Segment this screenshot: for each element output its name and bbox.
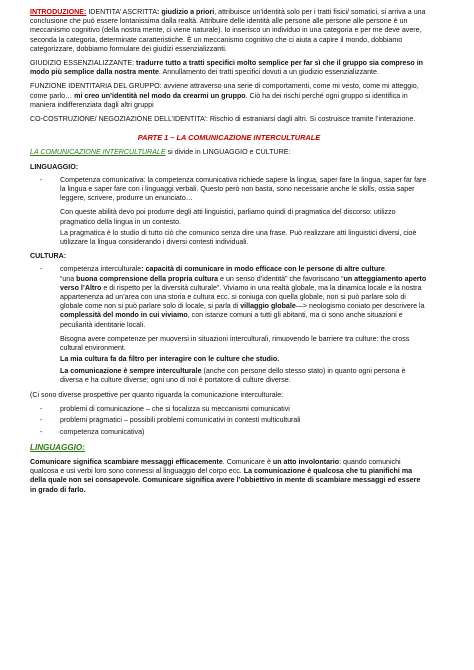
cultura-text-8: e di rispetto per la diversità culturale”. Viviamo in una realtà globale, ma la dinamica locale e la nostra appartenenza ad un’area con una storia e cultura ecc. si coniuga con quella globale, non si può parlare solo di globale come non si può parlare solo di locale, si parla di	[60, 283, 422, 311]
cultura-text-9: villaggio globale	[240, 302, 296, 311]
part-title: PARTE 1 – LA COMUNICAZIONE INTERCULTURALE	[137, 133, 321, 143]
linguaggio-list	[30, 176, 428, 204]
cultura-text-5: buona comprensione della propria cultura	[76, 274, 219, 283]
linguaggio-cont-1: Con queste abilità devo poi produrre degli atti linguistici, parliamo quindi di pragmatica del discorso: utilizzo pragmatico della lingua in un contesto.	[60, 208, 396, 226]
prospettive-list	[30, 405, 428, 437]
cultura-cont-2: La mia cultura fa da filtro per interagire con le culture che studio.	[60, 355, 280, 364]
linguaggio2-text-5: .	[239, 467, 244, 476]
cultura-label: CULTURA:	[30, 252, 67, 261]
divide-paragraph	[30, 148, 428, 157]
cultura-text-10: —> neologismo coniato per descrivere la	[295, 302, 425, 311]
cultura-cont-3	[30, 367, 428, 385]
cultura-text-7: un atteggiamento aperto verso l’Altro	[60, 274, 427, 292]
funzione-text-3: . Ciò ha dei rischi perché ogni gruppo si identifica in maniera indifferenziata dagli altri gruppi	[30, 91, 408, 109]
intro-text-3: , attribuisce un’identità solo per i tratti fisici/ somatici, si arriva a una conclusione che può essere lontanissima dalla realtà. Attribuire delle identità alle persone alle persone alle persone è un meccanismo cognitivo (della nostra mente, ci viene naturale). Io inserisco un individuo in una categoria e per me deve avere, seconda la categoria, determinate caratteristiche.	[30, 8, 426, 44]
list-item: - competenza comunicativa)	[30, 428, 428, 437]
list-item: - problemi di comunicazione – che si focalizza su meccanismi comunicativi	[30, 405, 428, 414]
cultura-text-2: : capacità di comunicare in modo efficace con le persone di altre culture	[141, 265, 385, 274]
intro-text-4: È un meccanismo cognitivo che ci aiuta a capire il mondo, dobbiamo categorizzare, dobbiamo formulare dei giudizi essenzializzanti.	[30, 35, 403, 53]
intro-heading: INTRODUZIONE:	[30, 8, 87, 16]
cultura-text-12: , con istanze comuni a tutti gli abitanti, ma ci sono anche situazioni e peculiarità identitarie locali.	[60, 311, 403, 329]
funzione-paragraph	[30, 82, 428, 110]
intro-text-1: IDENTITA’ ASCRITTA	[86, 8, 158, 16]
cultura-list	[30, 265, 428, 329]
giudizio-paragraph	[30, 59, 428, 77]
costruzione-text: CO-COSTRUZIONE/ NEGOZIAZIONE DELL’IDENTITA’: Rischio di estraniarsi dagli altri. Si costruisce tramite l’interazione.	[30, 115, 416, 124]
intro-text-2: : giudizio a priori	[157, 8, 215, 16]
linguaggio2-text-3: un atto involontario	[272, 457, 340, 466]
funzione-text-1: FUNZIONE IDENTITARIA DEL GRUPPO: avviene attraverso una serie di comportamenti, come mi vesto, come mi atteggio, come parlo…	[30, 82, 419, 100]
giudizio-text-1: GIUDIZIO ESSENZIALIZZANTE:	[30, 59, 137, 68]
list-item: - Competenza comunicativa: la competenza comunicativa richiede sapere la lingua, saper fare la lingua, saper far fare la lingua e saper fare con i linguaggi verbali. Questo però non basta, sono necessarie anche le skills, ossia saper leggere, scrivere, produrre un enunciato…	[30, 176, 428, 204]
giudizio-text-2: tradurre tutto a tratti specifici molto semplice per far sì che il gruppo sia compreso in modo più semplice dalla nostra mente	[30, 59, 423, 77]
cultura-cont-3b: (anche con persone dello stesso stato) in quanto ogni persona è diversa e ha culture diverse; ogni uno di noi è portatore di culture diverse.	[60, 366, 406, 384]
cultura-text-6: e un senso d’identità” che favoriscano “	[218, 274, 344, 283]
giudizio-text-3: . Annullamento dei tratti specifici dovuti a un giudizio essenzializzante.	[158, 68, 379, 77]
divide-heading: LA COMUNICAZIONE INTERCULTURALE	[30, 148, 166, 157]
cultura-cont-1: Bisogna avere competenze per muoversi in situazioni interculturali, rimuovendo le barriere tra culture: the cross cultural environment.	[60, 334, 410, 353]
funzione-text-2: mi creo un’identità nel modo da crearmi un gruppo	[74, 91, 246, 100]
intro-paragraph	[30, 8, 428, 54]
cultura-text-4: “una	[60, 274, 77, 283]
prospettive-intro: (Ci sono diverse prospettive per quanto riguarda la comunicazione interculturale:	[30, 390, 284, 399]
linguaggio2-text-1: Comunicare significa scambiare messaggi efficacemente	[30, 457, 223, 466]
cultura-text-3: .	[384, 265, 387, 274]
divide-text: si divide in LINGUAGGIO e CULTURE:	[165, 148, 291, 157]
cultura-text-11: complessità del mondo in cui viviamo	[60, 311, 188, 320]
linguaggio2-text-2: . Comunicare è	[222, 457, 273, 466]
list-item	[30, 265, 428, 329]
cultura-cont-3a: La comunicazione è sempre interculturale	[60, 366, 202, 375]
cultura-text-1: competenza interculturale	[60, 265, 142, 274]
linguaggio2-text-6: La comunicazione è qualcosa che tu pianifichi ma della quale non sei consapevole. Comunicare significa avere l’obbiettivo in mente di scambiare messaggi ed essere in grado di farlo.	[30, 467, 421, 494]
linguaggio2-paragraph	[30, 458, 428, 495]
linguaggio2-label: LINGUAGGIO:	[30, 442, 85, 452]
linguaggio-cont-2: La pragmatica è lo studio di tutto ciò che comunico senza dire una frase. Può realizzare atti linguistici diversi, cioè utilizzare la lingua considerando i diversi contesti individuali.	[60, 228, 417, 247]
list-item: - problemi pragmatici – possibili problemi comunicativi in contesti multiculturali	[30, 416, 428, 425]
linguaggio-label: LINGUAGGIO:	[30, 162, 79, 171]
costruzione-paragraph	[30, 115, 428, 124]
linguaggio2-text-4: : quando comunichi qualcosa e usi verbi loro sono connessi al linguaggio del corpo ecc	[30, 457, 401, 476]
